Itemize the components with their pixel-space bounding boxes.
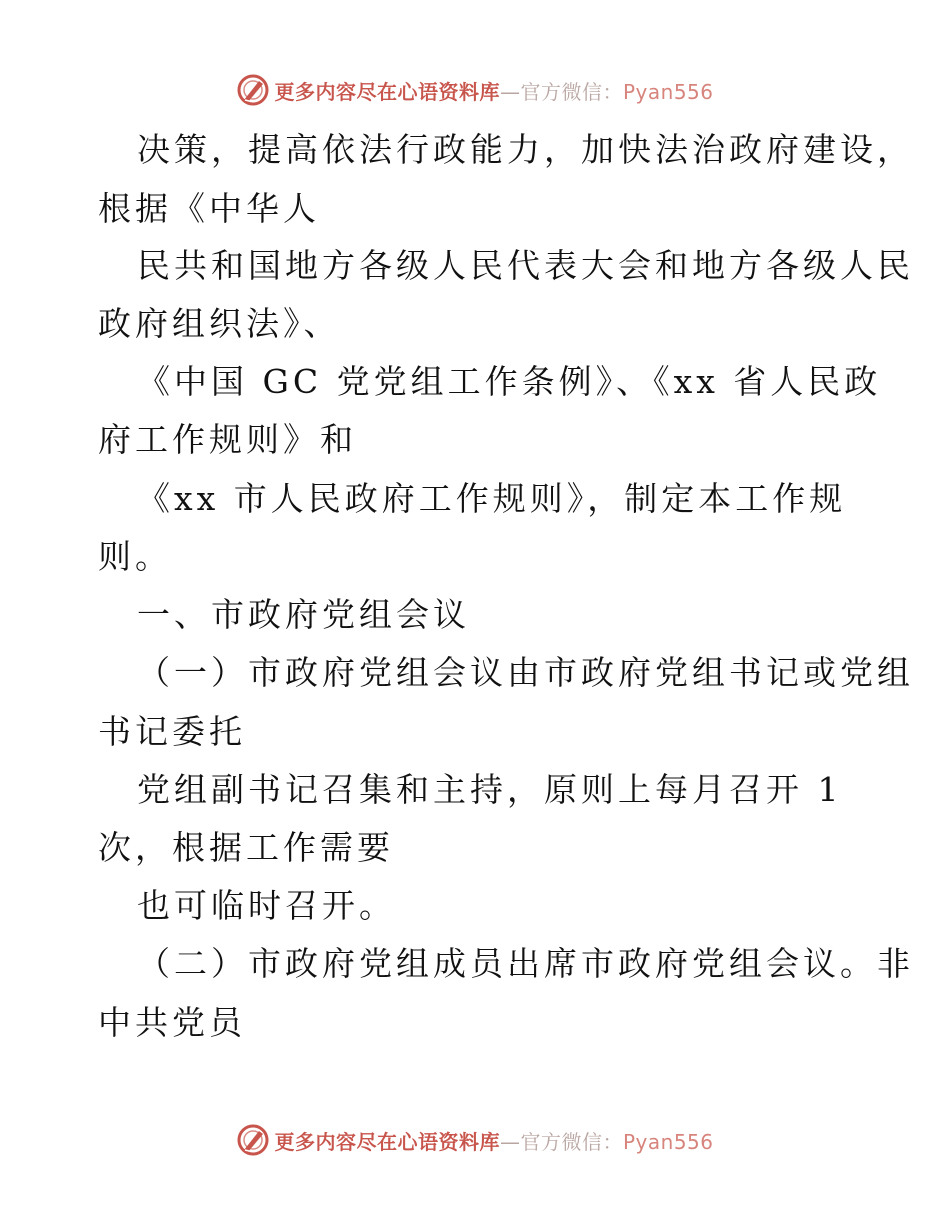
watermark-label: 官方微信： [520, 79, 623, 104]
body-line: 决策，提高依法行政能力，加快法治政府建设， [137, 130, 914, 169]
watermark-main: 更多内容尽在心语资料库 [274, 1129, 500, 1154]
body-line: 根据《中华人 [98, 189, 320, 228]
quill-pen-logo-icon [236, 1123, 270, 1157]
watermark-handle: Pyan556 [622, 79, 714, 104]
watermark-header [0, 70, 950, 110]
watermark-main: 更多内容尽在心语资料库 [274, 79, 500, 104]
body-line: （二）市政府党组成员出席市政府党组会议。非 [137, 944, 914, 983]
body-line: （一）市政府党组会议由市政府党组书记或党组 [137, 653, 914, 692]
body-line: 《中国 GC 党党组工作条例》、《xx 省人民政 [137, 362, 882, 401]
section-heading: 一、市政府党组会议 [137, 595, 470, 634]
watermark-separator: — [499, 1129, 521, 1154]
watermark-footer [0, 1120, 950, 1160]
body-line: 府工作规则》和 [98, 420, 357, 459]
watermark-label: 官方微信： [520, 1129, 623, 1154]
watermark-text [274, 76, 713, 105]
body-line: 民共和国地方各级人民代表大会和地方各级人民 [137, 246, 914, 285]
watermark-separator: — [499, 79, 521, 104]
body-line: 政府组织法》、 [98, 304, 341, 343]
body-line: 中共党员 [98, 1003, 246, 1042]
body-line: 次，根据工作需要 [98, 828, 394, 867]
watermark-text [274, 1126, 713, 1155]
body-line: 党组副书记召集和主持，原则上每月召开 1 [137, 770, 843, 809]
body-line: 则。 [98, 537, 172, 576]
watermark-handle: Pyan556 [622, 1129, 714, 1154]
body-line: 也可临时召开。 [137, 886, 396, 925]
quill-pen-logo-icon [236, 73, 270, 107]
body-line: 书记委托 [98, 712, 246, 751]
body-line: 《xx 市人民政府工作规则》，制定本工作规 [137, 479, 847, 518]
